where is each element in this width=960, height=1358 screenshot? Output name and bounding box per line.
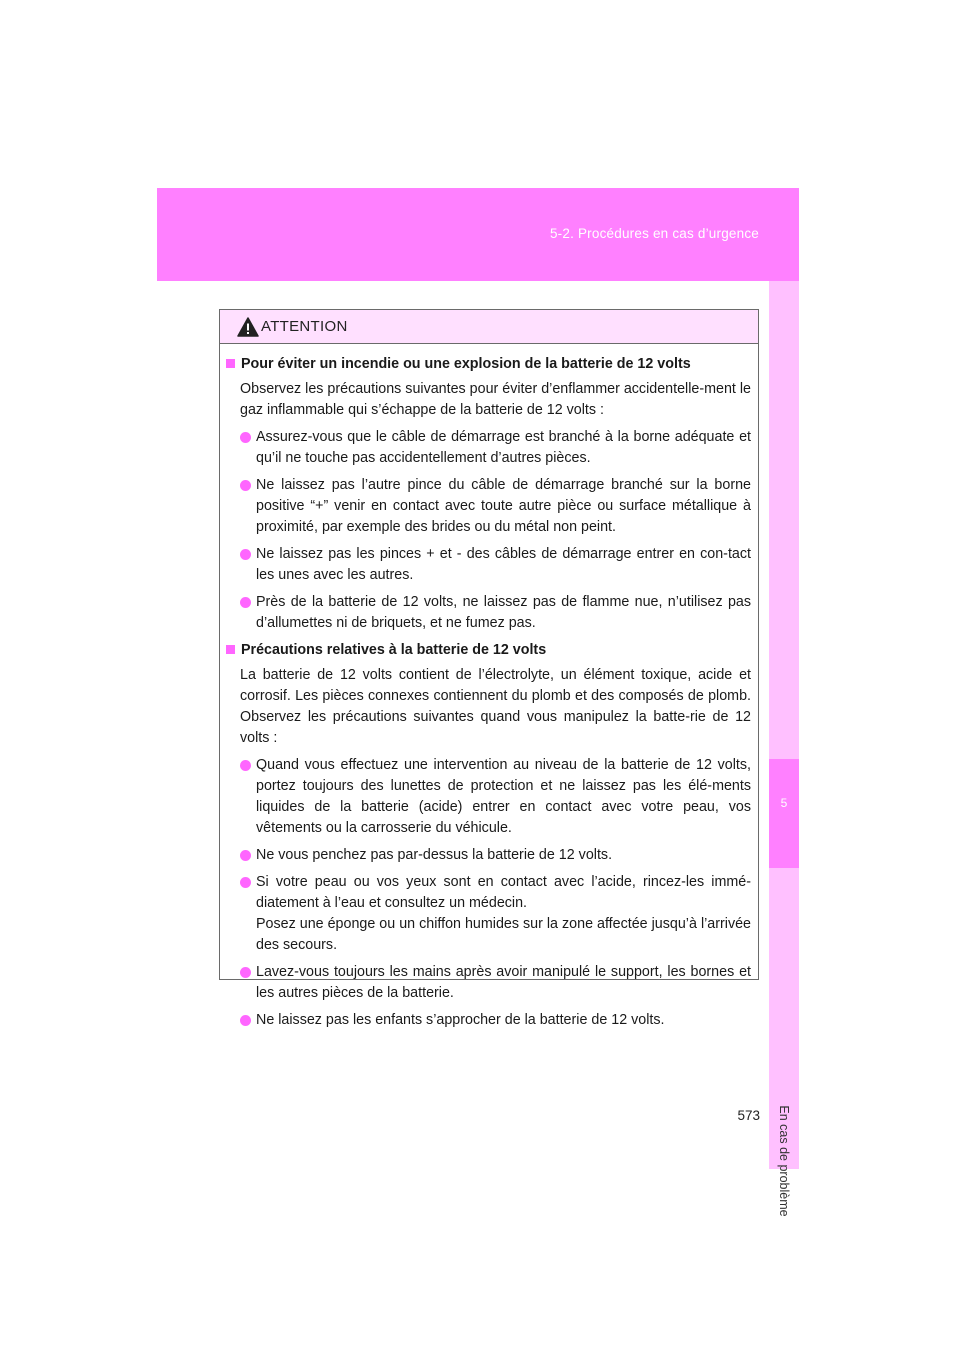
section-heading-text: Pour éviter un incendie ou une explosion de la batterie de 12 volts	[241, 356, 691, 372]
circle-bullet-icon	[240, 480, 251, 491]
circle-bullet-icon	[240, 432, 251, 443]
list-item-text: Assurez-vous que le câble de démarrage est branché à la borne adéquate et qu’il ne touche pas accidentellement d’autres pièces.	[256, 429, 751, 466]
list-item-text: Quand vous effectuez une intervention au niveau de la batterie de 12 volts, portez toujours des lunettes de protection et ne laissez pas les élé-ments liquides de la batterie (acide) entrer en contact avec votre peau, vos vêtements ou la carrosserie du véhicule.	[256, 757, 751, 836]
section-intro: Observez les précautions suivantes pour éviter d’enflammer accidentelle-ment le gaz inflammable qui s’échappe de la batterie de 12 volts :	[240, 381, 751, 418]
square-bullet-icon	[226, 645, 235, 654]
list-item	[256, 962, 751, 1004]
section-heading	[226, 640, 751, 661]
list-item-text: Ne vous penchez pas par-dessus la batterie de 12 volts.	[256, 847, 613, 863]
list-item-text: Lavez-vous toujours les mains après avoir manipulé le support, les bornes et les autres pièces de la batterie.	[256, 964, 751, 1001]
list-item	[256, 544, 751, 586]
warning-triangle-icon	[237, 317, 259, 337]
warning-box	[219, 309, 759, 1028]
page-number: 573	[737, 1108, 760, 1123]
circle-bullet-icon	[240, 967, 251, 978]
list-item-text: Ne laissez pas l’autre pince du câble de démarrage branché sur la borne positive “+” venir en contact avec toute autre pièce ou surface métallique à proximité, par exemple des brides ou du métal non peint.	[256, 477, 751, 535]
section-intro: La batterie de 12 volts contient de l’électrolyte, un élément toxique, acide et corrosif. Les pièces connexes contiennent du plomb et des composés de plomb. Observez les précautions suivantes quand vous manipulez la batte-rie de 12 volts :	[240, 667, 751, 746]
circle-bullet-icon	[240, 1015, 251, 1026]
section-heading-text: Précautions relatives à la batterie de 12 volts	[241, 642, 547, 658]
warning-header	[220, 310, 758, 344]
chapter-tab-number: 5	[780, 796, 788, 810]
list-item-extra-text: Posez une éponge ou un chiffon humides sur la zone affectée jusqu’à l’arrivée des secours.	[256, 916, 751, 953]
chapter-tab[interactable]	[769, 759, 799, 868]
list-item	[256, 427, 751, 469]
circle-bullet-icon	[240, 877, 251, 888]
circle-bullet-icon	[240, 850, 251, 861]
list-item-text: Si votre peau ou vos yeux sont en contact avec l’acide, rincez-les immé-diatement à l’eau et consultez un médecin.	[256, 874, 751, 911]
list-item	[256, 475, 751, 538]
warning-title: ATTENTION	[261, 318, 348, 335]
square-bullet-icon	[226, 359, 235, 368]
circle-bullet-icon	[240, 760, 251, 771]
list-item	[256, 872, 751, 956]
chapter-header-band	[157, 188, 799, 281]
list-item-text: Ne laissez pas les pinces + et - des câbles de démarrage entrer en con-tact les unes avec les autres.	[256, 546, 751, 583]
side-index-strip	[769, 281, 799, 1217]
list-item	[256, 755, 751, 839]
circle-bullet-icon	[240, 549, 251, 560]
chapter-tab-label: En cas de problème	[777, 1105, 791, 1217]
section-heading	[226, 354, 751, 375]
list-item-text: Près de la batterie de 12 volts, ne laissez pas de flamme nue, n’utilisez pas d’allumettes ni de briquets, et ne fumez pas.	[256, 594, 751, 631]
list-item-text: Ne laissez pas les enfants s’approcher de la batterie de 12 volts.	[256, 1012, 665, 1028]
warning-body	[220, 344, 758, 1031]
circle-bullet-icon	[240, 597, 251, 608]
list-item	[256, 592, 751, 634]
list-item	[256, 845, 751, 866]
chapter-section-title: 5-2. Procédures en cas d’urgence	[549, 226, 759, 241]
list-item	[256, 1010, 751, 1031]
